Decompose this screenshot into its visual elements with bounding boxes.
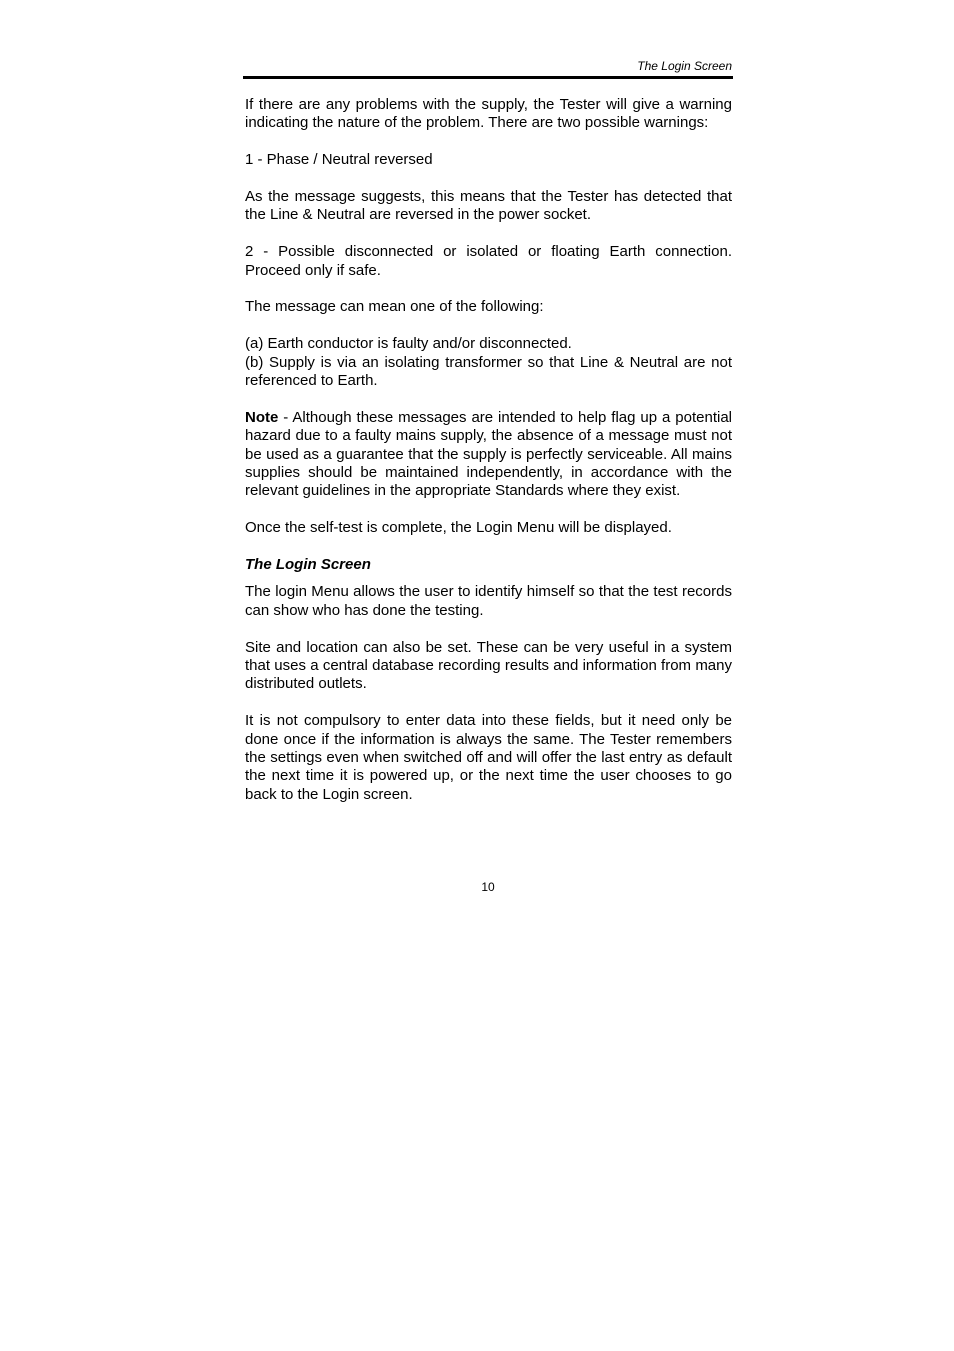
not-compulsory-paragraph: It is not compulsory to enter data into these fields, but it need only be done once if the information is always the same. The Tester remembers the settings even when switched off and will offer the last entry as default the next time it is powered up, or the next time the user chooses to go back to the Login screen. [245,712,732,803]
note-paragraph [245,409,732,501]
meaning-intro-paragraph: The message can mean one of the following: [245,298,544,316]
section-heading: The Login Screen [245,556,371,574]
note-text: - Although these messages are intended to help flag up a potential hazard due to a faulty mains supply, the absence of a message must not be used as a guarantee that the supply is perfectly serviceable. All mains supplies should be maintained independently, in accordance with the relevant guidelines in the appropriate Standards where they exist. [245,408,732,500]
note-label: Note [245,408,279,426]
site-location-paragraph: Site and location can also be set. These can be very useful in a system that uses a central database recording results and information from many distributed outlets. [245,638,732,693]
warning-2-paragraph: 2 - Possible disconnected or isolated or floating Earth connection. Proceed only if safe. [245,243,732,279]
warning-1-paragraph: 1 - Phase / Neutral reversed [245,151,433,169]
page-body [245,96,732,823]
running-head: The Login Screen [637,59,732,73]
selftest-paragraph: Once the self-test is complete, the Login Menu will be displayed. [245,519,672,537]
intro-paragraph: If there are any problems with the supply, the Tester will give a warning indicating the nature of the problem. There are two possible warnings: [245,96,732,132]
page-header [243,58,733,79]
option-b-paragraph: (b) Supply is via an isolating transformer so that Line & Neutral are not referenced to Earth. [245,353,732,390]
warning-1-description: As the message suggests, this means that the Tester has detected that the Line & Neutral are reversed in the power socket. [245,188,732,224]
option-a-paragraph: (a) Earth conductor is faulty and/or disconnected. [245,335,572,353]
login-menu-paragraph: The login Menu allows the user to identify himself so that the test records can show who has done the testing. [245,583,732,619]
page-number: 10 [481,880,495,894]
